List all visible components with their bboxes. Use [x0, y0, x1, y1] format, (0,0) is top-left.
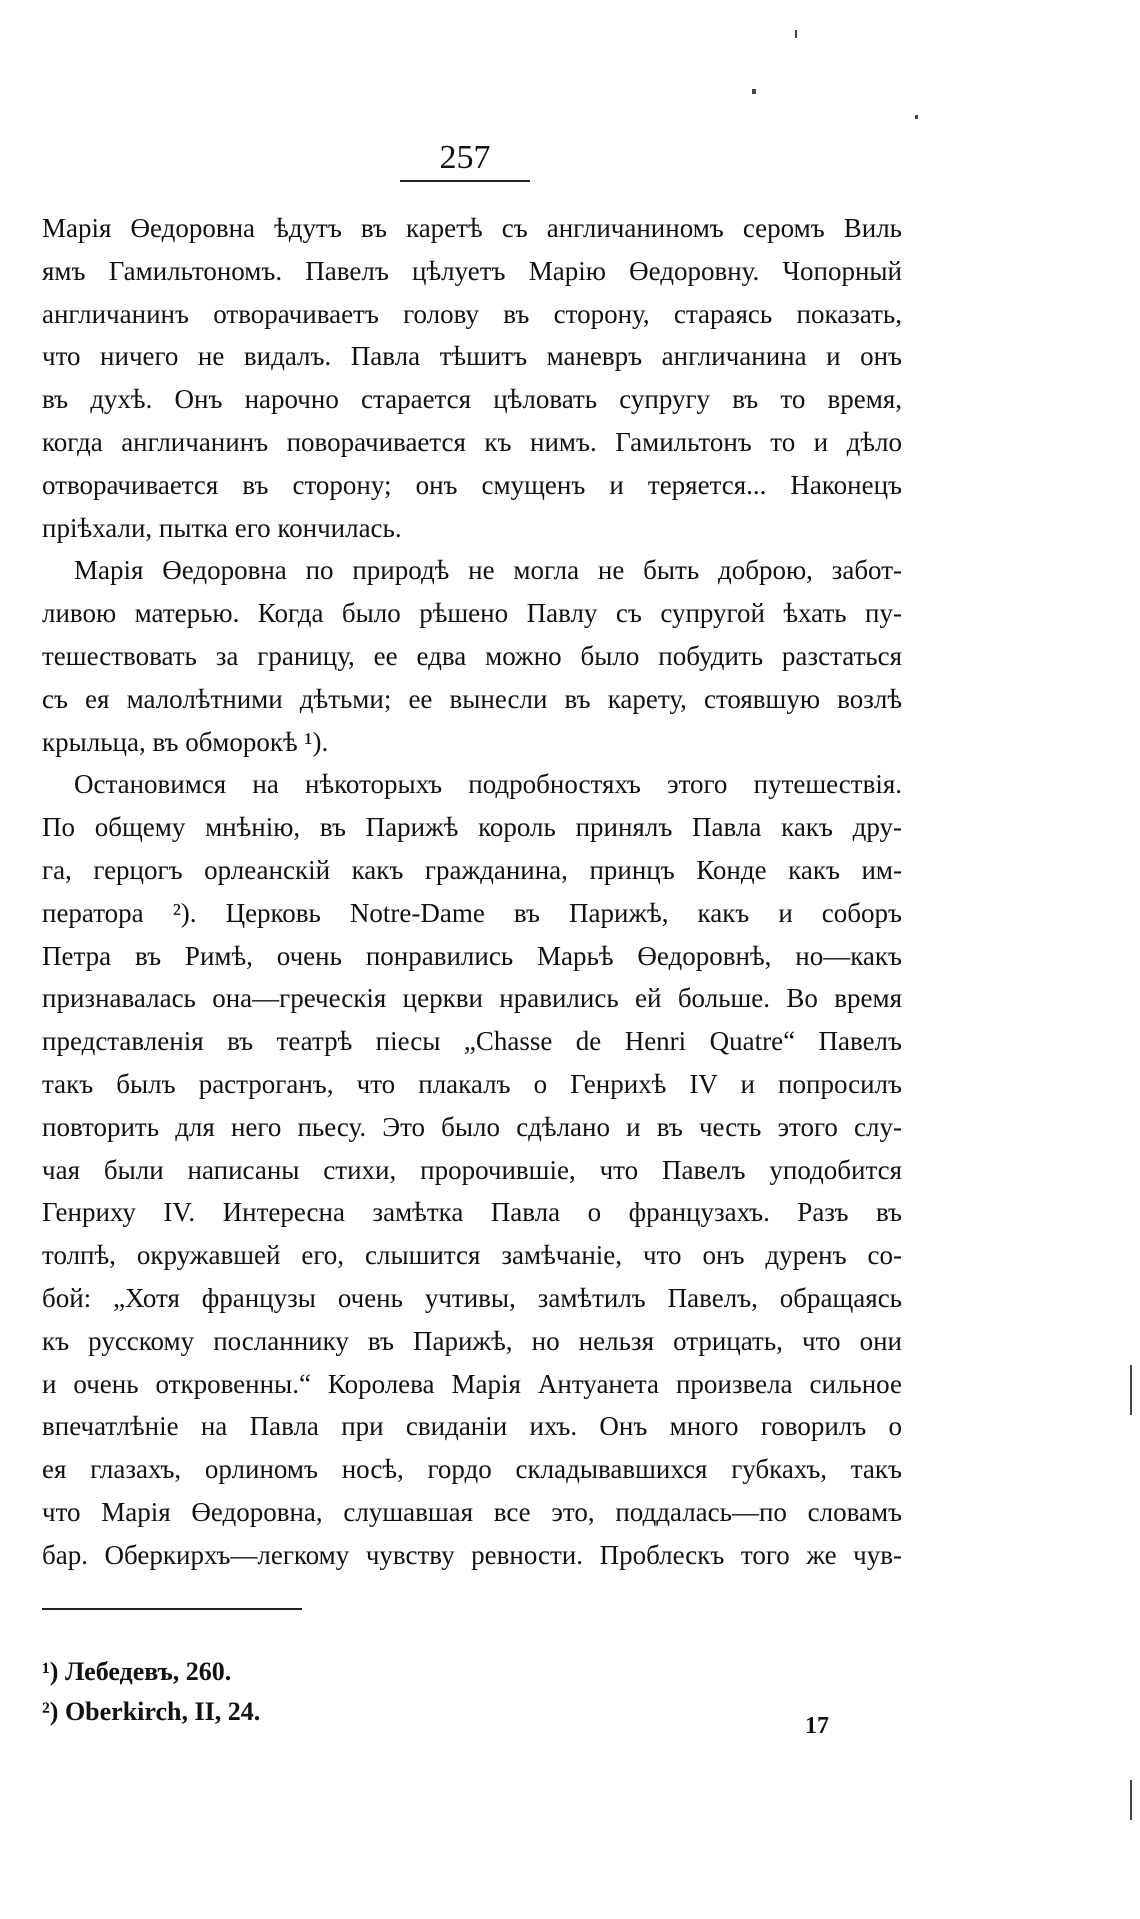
text-line: и очень откровенны.“ Королева Марія Антуанета произвела сильное — [42, 1368, 902, 1399]
text-line: повторить для него пьесу. Это было сдѣлано и въ честь этого слу- — [42, 1111, 902, 1142]
text-line: англичанинъ отворачиваетъ голову въ сторону, стараясь показать, — [42, 298, 902, 329]
text-line: толпѣ, окружавшей его, слышится замѣчаніе, что онъ дуренъ со- — [42, 1240, 902, 1271]
text-line: когда англичанинъ поворачивается къ нимъ. Гамильтонъ то и дѣло — [42, 426, 902, 457]
text-line: впечатлѣніе на Павла при свиданіи ихъ. Онъ много говорилъ о — [42, 1411, 902, 1442]
signature-mark: 17 — [805, 1713, 829, 1739]
footnote: ²) Oberkirch, II, 24. — [42, 1697, 261, 1726]
text-line: чая были написаны стихи, пророчившіе, что Павелъ уподобится — [42, 1154, 902, 1185]
text-line: съ ея малолѣтними дѣтьми; ее вынесли въ карету, стоявшую возлѣ — [42, 683, 902, 714]
text-line: бой: „Хотя французы очень учтивы, замѣтилъ Павелъ, обращаясь — [42, 1282, 902, 1313]
text-line: крыльца, въ обморокѣ ¹). — [42, 726, 329, 757]
text-line: къ русскому посланнику въ Парижѣ, но нельзя отрицать, что они — [42, 1325, 902, 1356]
text-line: ямъ Гамильтономъ. Павелъ цѣлуетъ Марію Өедоровну. Чопорный — [42, 255, 902, 286]
page-number-rule — [400, 180, 530, 182]
scan-speck — [1130, 1780, 1132, 1820]
text-line: представленія въ театрѣ піесы „Chasse de Henri Quatre“ Павелъ — [42, 1026, 902, 1057]
footnote: ¹) Лебедевъ, 260. — [42, 1657, 232, 1686]
text-line: что ничего не видалъ. Павла тѣшитъ маневръ англичанина и онъ — [42, 341, 902, 372]
text-line: По общему мнѣнію, въ Парижѣ король принялъ Павла какъ дру- — [42, 812, 902, 843]
footnotes — [42, 1652, 542, 1732]
text-line: такъ былъ растроганъ, что плакалъ о Генрихѣ IV и попросилъ — [42, 1068, 902, 1099]
text-line: ператора ²). Церковь Notre-Dame въ Парижѣ, какъ и соборъ — [42, 897, 902, 928]
scan-speck — [1130, 1365, 1132, 1415]
body-text — [42, 207, 902, 1577]
scan-speck — [915, 115, 918, 119]
text-line: тешествовать за границу, ее едва можно было побудить разстаться — [42, 640, 902, 671]
text-line: отворачивается въ сторону; онъ смущенъ и теряется... Наконецъ — [42, 469, 902, 500]
text-line: Марія Өедоровна ѣдутъ въ каретѣ съ англичаниномъ серомъ Виль — [42, 213, 902, 243]
text-line: въ духѣ. Онъ нарочно старается цѣловать супругу въ то время, — [42, 384, 902, 415]
footnote-rule — [42, 1608, 302, 1610]
text-line: ея глазахъ, орлиномъ носѣ, гордо складывавшихся губкахъ, такъ — [42, 1454, 902, 1485]
text-line: Генриху IV. Интересна замѣтка Павла о французахъ. Разъ въ — [42, 1197, 902, 1228]
text-line: что Марія Өедоровна, слушавшая все это, поддалась—по словамъ — [42, 1496, 902, 1527]
text-line: Остановимся на нѣкоторыхъ подробностяхъ этого путешествія. — [74, 769, 902, 800]
text-line: ливою матерью. Когда было рѣшено Павлу съ супругой ѣхать пу- — [42, 598, 902, 629]
text-line: Марія Өедоровна по природѣ не могла не быть доброю, забот- — [74, 555, 902, 586]
text-line: Петра въ Римѣ, очень понравились Марьѣ Өедоровнѣ, но—какъ — [42, 940, 902, 971]
text-line: признавалась она—греческія церкви нравились ей больше. Во время — [42, 983, 902, 1014]
scan-speck — [795, 30, 797, 38]
text-line: пріѣхали, пытка его кончилась. — [42, 512, 402, 543]
text-line: га, герцогъ орлеанскій какъ гражданина, принцъ Конде какъ им- — [42, 854, 902, 885]
page-number: 257 — [439, 139, 491, 176]
text-line: бар. Оберкирхъ—легкому чувству ревности. Проблескъ того же чув- — [42, 1539, 902, 1570]
scan-speck — [752, 89, 756, 94]
